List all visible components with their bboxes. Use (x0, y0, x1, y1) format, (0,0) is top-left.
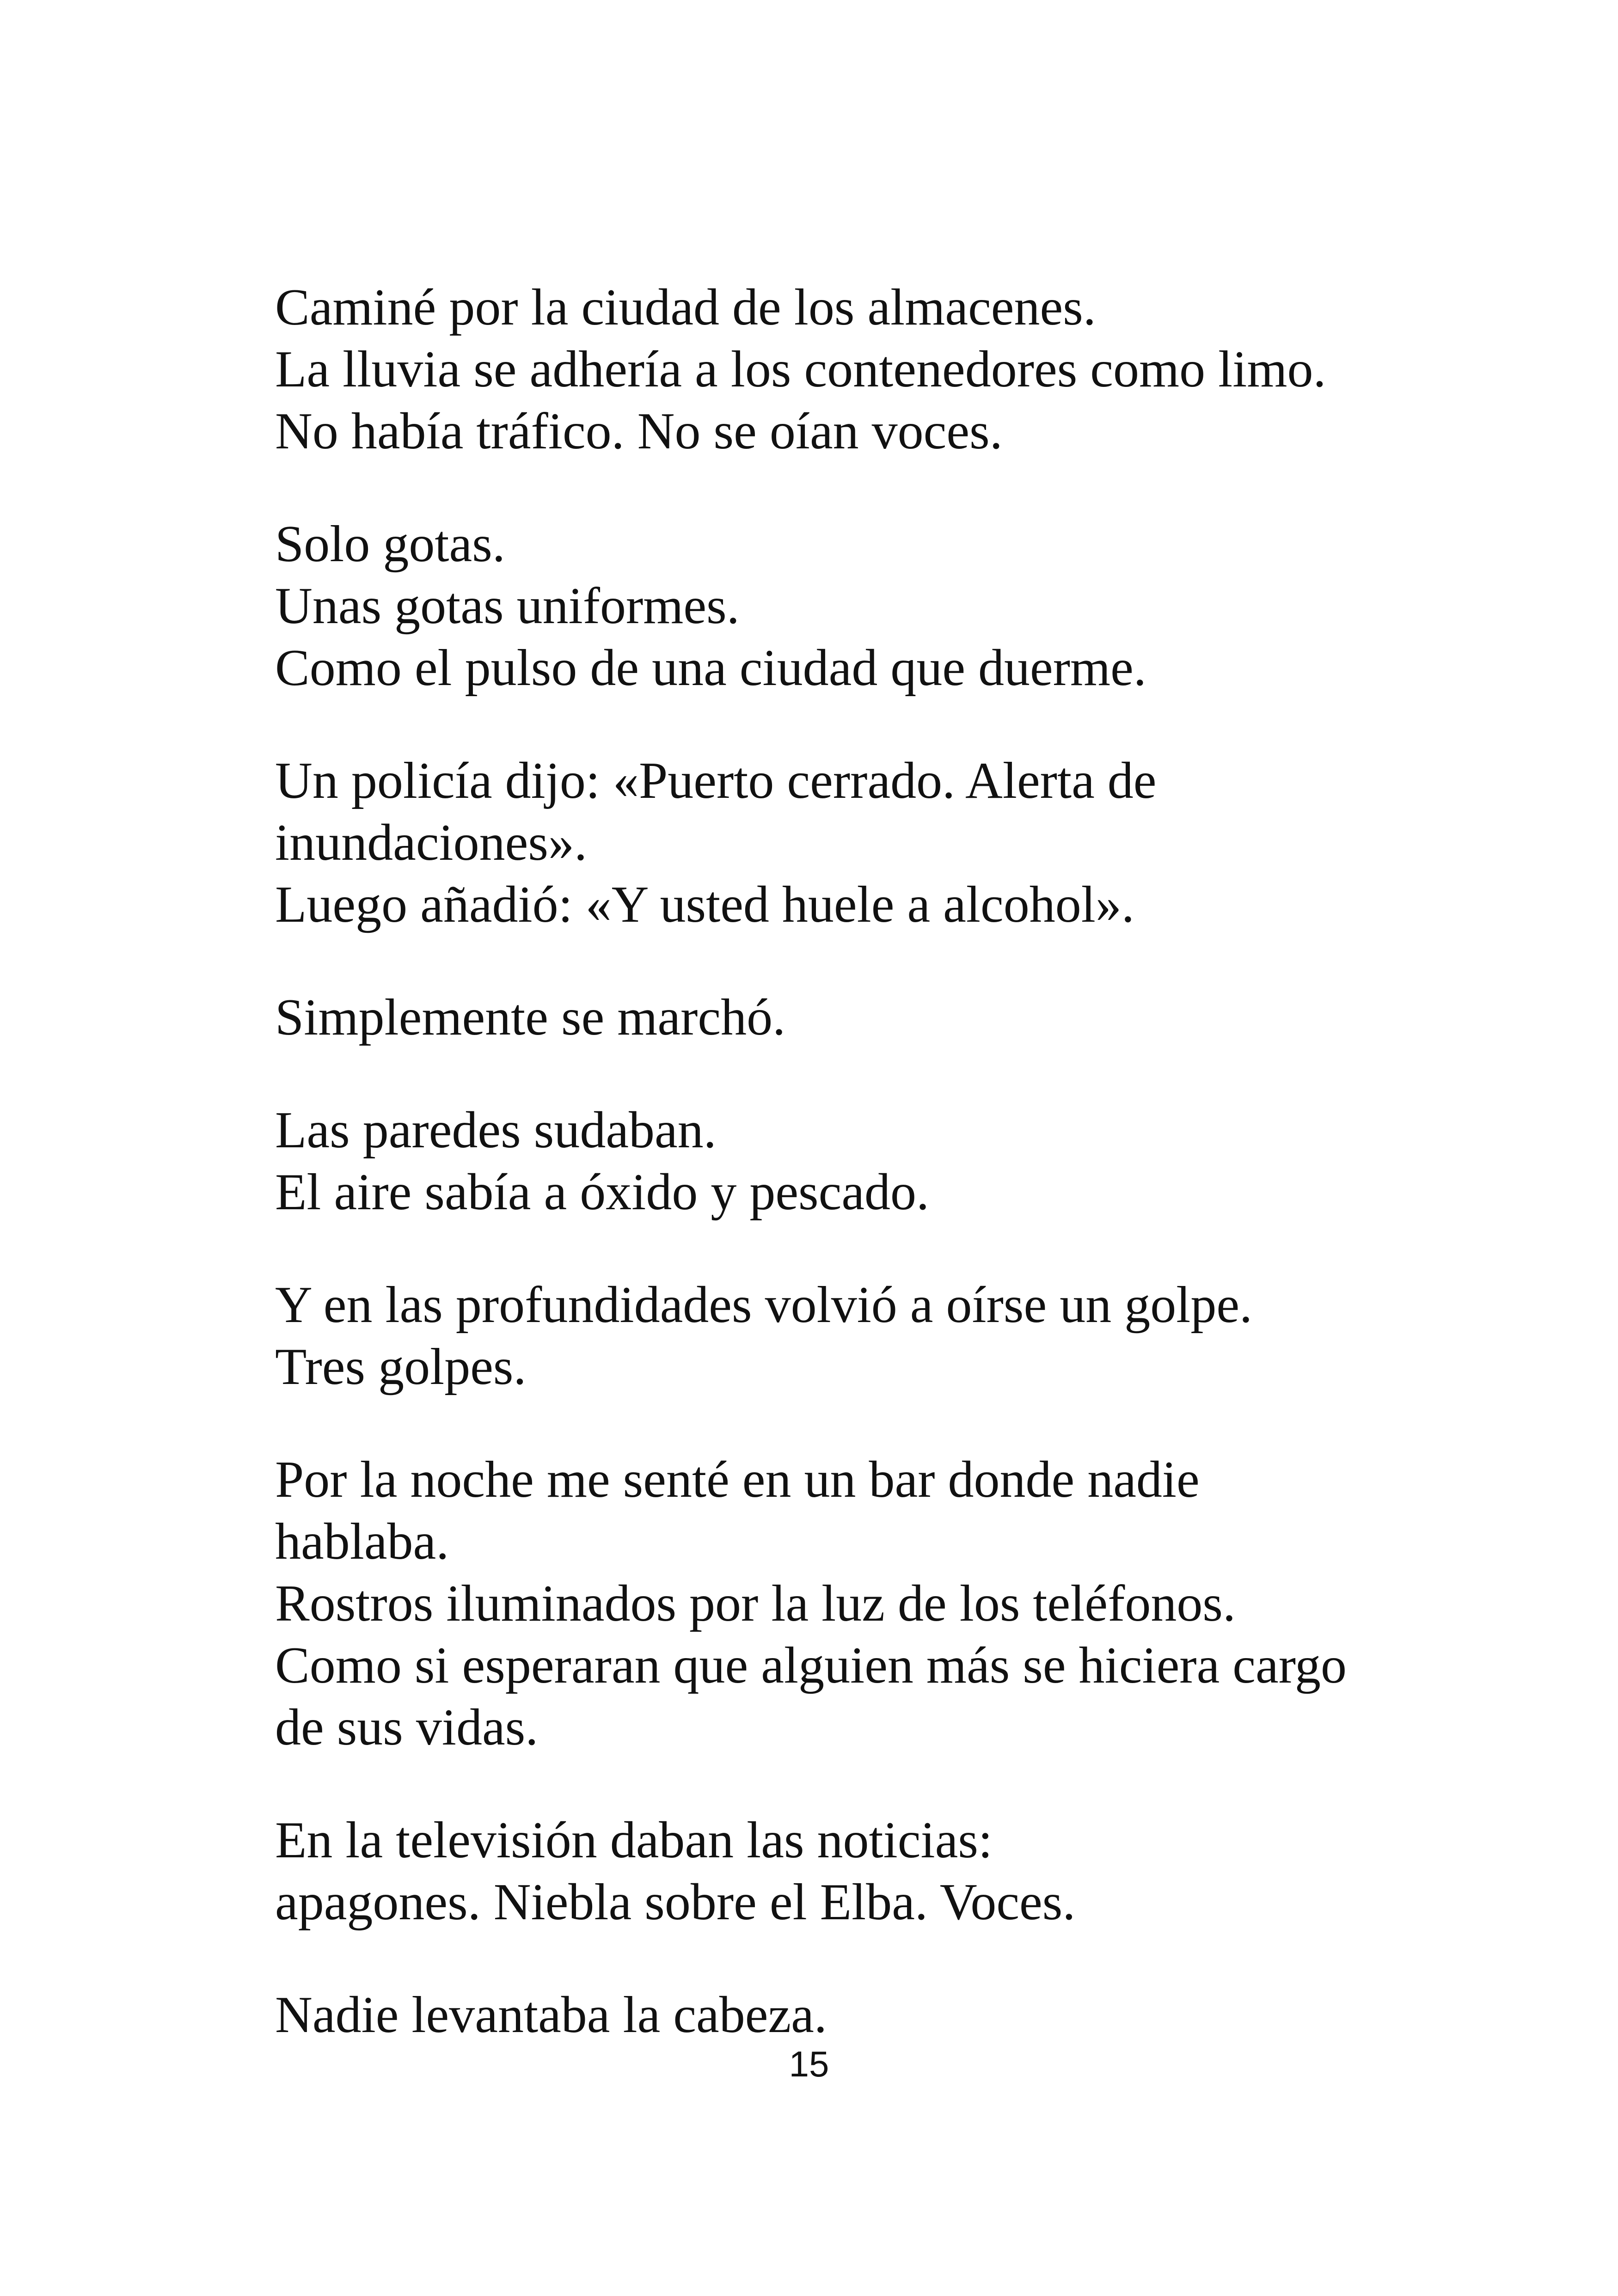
poem-line: Caminé por la ciudad de los almacenes. (275, 279, 1096, 336)
poem-line: inundaciones». (275, 814, 587, 871)
poem-body (275, 276, 1385, 2046)
poem-line: Como el pulso de una ciudad que duerme. (275, 639, 1146, 697)
stanza-1 (275, 276, 1385, 462)
stanza-5 (275, 1099, 1385, 1223)
poem-line: Un policía dijo: «Puerto cerrado. Alerta de (275, 752, 1157, 809)
poem-line: Rostros iluminados por la luz de los teléfonos. (275, 1575, 1236, 1632)
poem-line: Por la noche me senté en un bar donde nadie (275, 1451, 1200, 1508)
stanza-6 (275, 1274, 1385, 1398)
poem-line: Tres golpes. (275, 1338, 527, 1396)
poem-line: Simplemente se marchó. (275, 989, 786, 1046)
poem-line: El aire sabía a óxido y pescado. (275, 1163, 930, 1221)
poem-line: apagones. Niebla sobre el Elba. Voces. (275, 1874, 1076, 1931)
stanza-8 (275, 1809, 1385, 1933)
poem-line: Unas gotas uniformes. (275, 577, 740, 635)
poem-line: hablaba. (275, 1513, 449, 1570)
poem-line: No había tráfico. No se oían voces. (275, 403, 1003, 460)
poem-line: La lluvia se adhería a los contenedores como limo. (275, 341, 1326, 398)
stanza-4 (275, 986, 1385, 1048)
poem-line: Solo gotas. (275, 515, 505, 573)
stanza-2 (275, 513, 1385, 699)
poem-line: En la televisión daban las noticias: (275, 1812, 993, 1869)
poem-line: Las paredes sudaban. (275, 1102, 717, 1159)
poem-line: de sus vidas. (275, 1699, 539, 1756)
poem-line: Y en las profundidades volvió a oírse un golpe. (275, 1276, 1253, 1334)
poem-line: Como si esperaran que alguien más se hiciera cargo (275, 1637, 1347, 1694)
poem-line: Luego añadió: «Y usted huele a alcohol». (275, 876, 1134, 933)
poem-line: Nadie levantaba la cabeza. (275, 1986, 827, 2044)
stanza-9 (275, 1984, 1385, 2046)
page-number: 15 (789, 2044, 829, 2084)
stanza-7 (275, 1449, 1385, 1758)
stanza-3 (275, 750, 1385, 936)
